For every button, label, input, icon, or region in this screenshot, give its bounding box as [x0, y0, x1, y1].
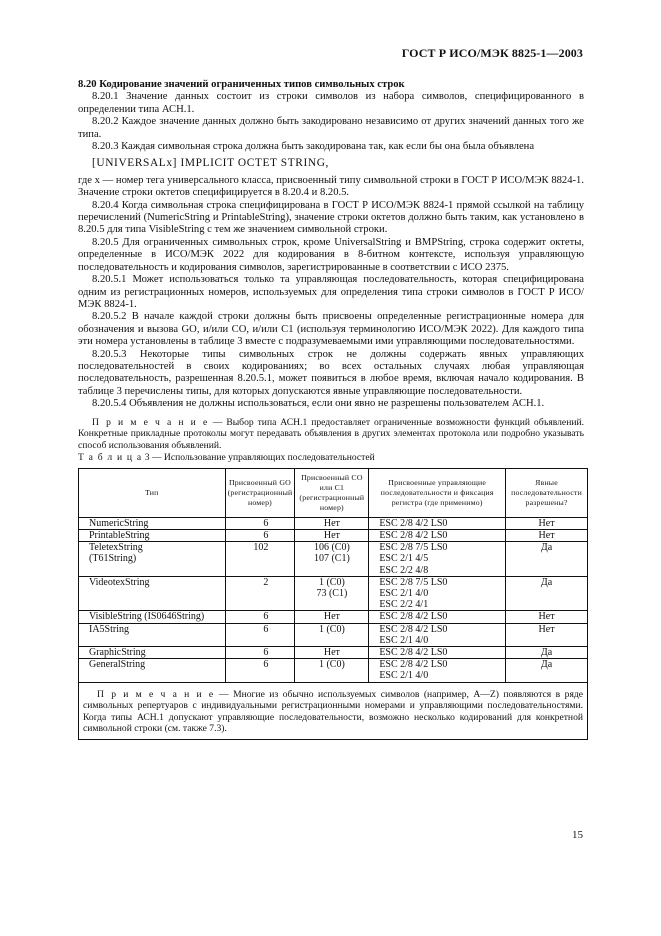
cell-g0: 6 — [225, 646, 295, 658]
cell-explicit: Нет — [506, 611, 588, 623]
paragraph-8-20-1: 8.20.1 Значение данных состоит из строки символов из набора символов, специфицированного в определении типа АСН.1. — [78, 91, 584, 115]
table-note-row — [79, 682, 588, 739]
table-row — [79, 576, 588, 611]
header-g0: Присвоенный GO (регистрационный номер) — [225, 468, 295, 517]
cell-g0: 6 — [225, 517, 295, 529]
note-text: — Выбор типа АСН.1 предоставляет ограниченные возможности функций объявлений. Конкретные прикладные протоколы могут передавать объявления в других элементах протокола или подробно указывать способ использования объявлений. — [78, 416, 584, 451]
section-heading: 8.20 Кодирование значений ограниченных типов символьных строк — [78, 79, 405, 90]
table-note-label: П р и м е ч а н и е — [97, 688, 215, 700]
cell-g0: 6 — [225, 623, 295, 646]
paragraph-8-20-4: 8.20.4 Когда символьная строка специфицирована в ГОСТ Р ИСО/МЭК 8824-1 прямой ссылкой на таблицу перечислений (NumericString и PrintableString), значение строки октетов должно быть таким, как установлено в 8.20.5 для типа VisibleString с тем же значением символьной строки. — [78, 199, 584, 236]
table-row — [79, 646, 588, 658]
cell-sequences: ESC 2/8 4/2 LS0 — [369, 611, 506, 623]
cell-sequences: ESC 2/8 7/5 LS0 ESC 2/1 4/0 ESC 2/2 4/1 — [369, 576, 506, 611]
note-announcements — [78, 417, 584, 452]
cell-c0-c1: 1 (C0) — [295, 623, 369, 646]
cell-type: VisibleString (IS0646String) — [79, 611, 226, 623]
cell-c0-c1: Нет — [295, 529, 369, 541]
cell-type: TeletexString (T61String) — [79, 542, 226, 577]
cell-explicit: Нет — [506, 623, 588, 646]
cell-type: NumericString — [79, 517, 226, 529]
cell-explicit: Да — [506, 659, 588, 682]
paragraph-8-20-5-1: 8.20.5.1 Может использоваться только та управляющая последовательность, которая специфицирована одним из регистрационных номеров, используемых для определения типа строки символов в ГОСТ Р ИСО/МЭК 8824-1. — [78, 274, 584, 310]
paragraph-8-20-5-4: 8.20.5.4 Объявления не должны использоваться, если они явно не разрешены пользователем АСН.1. — [92, 398, 545, 410]
cell-c0-c1: 106 (C0) 107 (C1) — [295, 542, 369, 577]
note-label: П р и м е ч а н и е — [92, 416, 209, 428]
header-c0-c1: Присвоенный СО или С1 (регистрационный номер) — [295, 468, 369, 517]
document-body — [78, 79, 584, 740]
cell-explicit: Нет — [506, 517, 588, 529]
cell-sequences: ESC 2/8 4/2 LS0 — [369, 529, 506, 541]
code-declaration: [UNIVERSALx] IMPLICIT OCTET STRING, — [92, 157, 329, 170]
table-caption — [78, 452, 584, 464]
cell-explicit: Да — [506, 646, 588, 658]
paragraph-8-20-2: 8.20.2 Каждое значение данных должно быть закодировано независимо от других значений данных того же типа. — [78, 116, 584, 140]
table-row — [79, 542, 588, 577]
cell-explicit: Нет — [506, 529, 588, 541]
table-row — [79, 611, 588, 623]
cell-g0: 6 — [225, 529, 295, 541]
table-header-row — [79, 468, 588, 517]
table-row — [79, 517, 588, 529]
header-type: Тип — [79, 468, 226, 517]
table-note — [79, 682, 588, 739]
paragraph-8-20-5-3: 8.20.5.3 Некоторые типы символьных строк не должны содержать явных управляющих последовательностей в своих кодированиях; во всех остальных случаях любая управляющая последовательность, разрешенная 8.20.5.1, может появиться в любое время, включая начало кодирования. В таблице 3 перечислены типы, для которых допускаются явные управляющие последовательности. — [78, 348, 584, 397]
cell-type: PrintableString — [79, 529, 226, 541]
cell-type: GraphicString — [79, 646, 226, 658]
header-explicit-allowed: Явные последовательности разрешены? — [506, 468, 588, 517]
table-caption-text: 3 — Использование управляющих последовательностей — [142, 452, 375, 464]
cell-sequences: ESC 2/8 4/2 LS0 ESC 2/1 4/0 — [369, 623, 506, 646]
cell-c0-c1: 1 (C0) 73 (C1) — [295, 576, 369, 611]
cell-sequences: ESC 2/8 4/2 LS0 — [369, 646, 506, 658]
paragraph-8-20-5-2: 8.20.5.2 В начале каждой строки должны быть присвоены определенные регистрационные номера для обозначения и вызова GO, и/или CO, и/или C1 (используя терминологию ИСО/МЭК 2022). Для каждого типа эти номера установлены в таблице 3 вместе с подразумеваемыми ими управляющими последовательностями. — [78, 311, 584, 348]
page-number: 15 — [572, 829, 583, 841]
cell-g0: 102 — [225, 542, 295, 577]
header-sequences: Присвоенные управляющие последовательности и фиксация регистра (где применимо) — [369, 468, 506, 517]
cell-c0-c1: Нет — [295, 646, 369, 658]
cell-g0: 6 — [225, 659, 295, 682]
cell-type: VideotexString — [79, 576, 226, 611]
cell-sequences: ESC 2/8 4/2 LS0 ESC 2/1 4/0 — [369, 659, 506, 682]
paragraph-where-x: где x — номер тега универсального класса, присвоенный типу символьной строки в ГОСТ Р ИСО/МЭК 8824-1. Значение строки октетов специфицируется в 8.20.4 и 8.20.5. — [78, 174, 584, 199]
escape-sequence-table — [78, 468, 588, 740]
paragraph-8-20-5: 8.20.5 Для ограниченных символьных строк, кроме UniversalString и BMPString, строка содержит октеты, определенные в ИСО/МЭК 2022 для кодирования в 8-битном контексте, используя управляющую последовательность и кодирования символов, зарегистрированные в соответствии с ИСО 2375. — [78, 236, 584, 273]
table-row — [79, 659, 588, 682]
cell-c0-c1: Нет — [295, 611, 369, 623]
cell-sequences: ESC 2/8 7/5 LS0 ESC 2/1 4/5 ESC 2/2 4/8 — [369, 542, 506, 577]
cell-explicit: Да — [506, 576, 588, 611]
cell-g0: 2 — [225, 576, 295, 611]
table-caption-label: Т а б л и ц а — [78, 452, 143, 464]
document-header: ГОСТ Р ИСО/МЭК 8825-1—2003 — [401, 46, 583, 60]
paragraph-8-20-3: 8.20.3 Каждая символьная строка должна быть закодирована так, как если бы она была объявлена — [92, 141, 535, 153]
cell-sequences: ESC 2/8 4/2 LS0 — [369, 517, 506, 529]
cell-c0-c1: 1 (C0) — [295, 659, 369, 682]
cell-type: IA5String — [79, 623, 226, 646]
table-note-text: — Многие из обычно используемых символов (например, A—Z) появляются в ряде символьных репертуаров с индивидуальными регистрационными номерами и управляющими последовательностями. Когда типы АСН.1 допускают управляющие последовательности, возможно несколько кодирований для конкретной символьной строки (см. также 7.3). — [83, 688, 583, 735]
cell-g0: 6 — [225, 611, 295, 623]
table-row — [79, 529, 588, 541]
table-row — [79, 623, 588, 646]
cell-explicit: Да — [506, 542, 588, 577]
cell-type: GeneralString — [79, 659, 226, 682]
cell-c0-c1: Нет — [295, 517, 369, 529]
